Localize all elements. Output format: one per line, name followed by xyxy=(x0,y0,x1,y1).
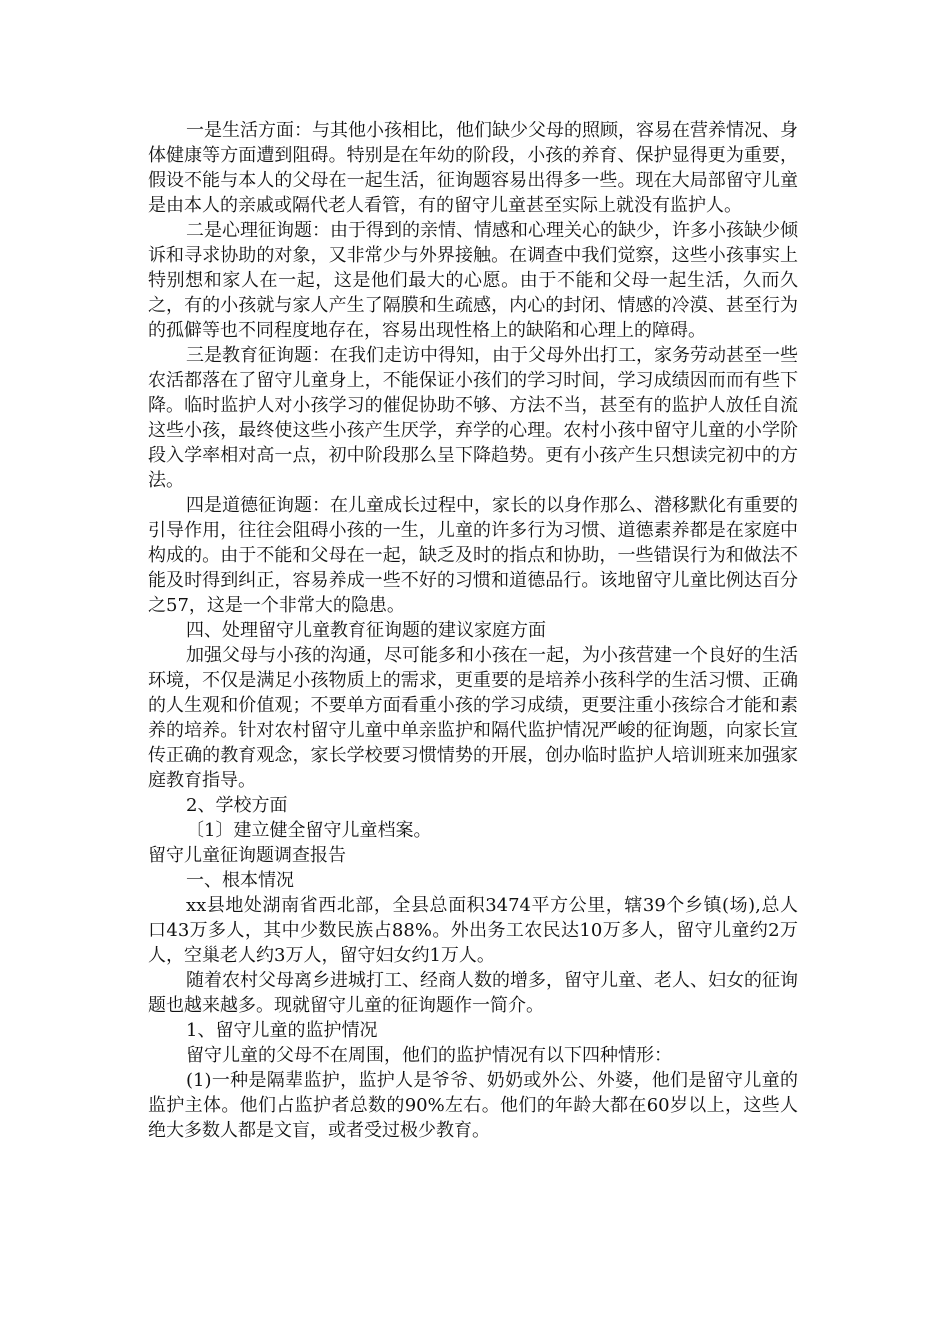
paragraph-psychology: 二是心理征询题：由于得到的亲情、情感和心理关心的缺少，许多小孩缺少倾诉和寻求协助的对象，又非常少与外界接触。在调查中我们觉察，这些小孩事实上特别想和家人在一起，这是他们最大的心愿。由于不能和父母一起生活，久而久之，有的小孩就与家人产生了隔膜和生疏感，内心的封闭、情感的冷漠、甚至行为的孤僻等也不同程度地存在，容易出现性格上的缺陷和心理上的障碍。 xyxy=(148,220,798,341)
heading-suggestions-family: 四、处理留守儿童教育征询题的建议家庭方面 xyxy=(186,620,546,641)
item-archive: 〔1〕建立健全留守儿童档案。 xyxy=(186,820,432,841)
paragraph-county-stats: xx县地处湖南省西北部，全县总面积3474平方公里，辖39个乡镇(场),总人口43万多人，其中少数民族占88%。外出务工农民达10万多人，留守儿童约2万人，空巢老人约3万人，留守妇女约1万人。 xyxy=(148,895,798,966)
paragraph-guardianship-intro: 留守儿童的父母不在周围，他们的监护情况有以下四种情形： xyxy=(186,1045,672,1066)
paragraph-grandparent-guardianship: (1)一种是隔辈监护，监护人是爷爷、奶奶或外公、外婆，他们是留守儿童的监护主体。他们占监护者总数的90%左右。他们的年龄大都在60岁以上，这些人绝大多数人都是文盲，或者受过极少教育。 xyxy=(148,1070,798,1141)
paragraph-family-communication: 加强父母与小孩的沟通，尽可能多和小孩在一起，为小孩营建一个良好的生活环境，不仅是满足小孩物质上的需求，更重要的是培养小孩科学的生活习惯、正确的人生观和价值观；不要单方面看重小孩的学习成绩，更要注重小孩综合才能和素养的培养。针对农村留守儿童中单亲监护和隔代监护情况严峻的征询题，向家长宣传正确的教育观念，家长学校要习惯情势的开展，创办临时监护人培训班来加强家庭教育指导。 xyxy=(148,645,798,791)
heading-guardianship: 1、留守儿童的监护情况 xyxy=(186,1020,378,1041)
report-title: 留守儿童征询题调查报告 xyxy=(148,845,346,866)
paragraph-increase: 随着农村父母离乡进城打工、经商人数的增多，留守儿童、老人、妇女的征询题也越来越多。现就留守儿童的征询题作一简介。 xyxy=(148,970,798,1016)
paragraph-living: 一是生活方面：与其他小孩相比，他们缺少父母的照顾，容易在营养情况、身体健康等方面遭到阻碍。特别是在年幼的阶段，小孩的养育、保护显得更为重要，假设不能与本人的父母在一起生活，征询题容易出得多一些。现在大局部留守儿童是由本人的亲戚或隔代老人看管，有的留守儿童甚至实际上就没有监护人。 xyxy=(148,120,798,216)
heading-basic-situation: 一、根本情况 xyxy=(186,870,294,891)
paragraph-morality: 四是道德征询题：在儿童成长过程中，家长的以身作那么、潜移默化有重要的引导作用，往往会阻碍小孩的一生，儿童的许多行为习惯、道德素养都是在家庭中构成的。由于不能和父母在一起，缺乏及时的指点和协助，一些错误行为和做法不能及时得到纠正，容易养成一些不好的习惯和道德品行。该地留守儿童比例达百分之57，这是一个非常大的隐患。 xyxy=(148,495,798,616)
paragraph-education: 三是教育征询题：在我们走访中得知，由于父母外出打工，家务劳动甚至一些农活都落在了留守儿童身上，不能保证小孩们的学习时间，学习成绩因而而有些下降。临时监护人对小孩学习的催促协助不够、方法不当，甚至有的监护人放任自流这些小孩，最终使这些小孩产生厌学，弃学的心理。农村小孩中留守儿童的小学阶段入学率相对高一点，初中阶段那么呈下降趋势。更有小孩产生只想读完初中的方法。 xyxy=(148,345,798,491)
heading-school: 2、学校方面 xyxy=(186,795,288,816)
document-body xyxy=(148,118,798,1143)
